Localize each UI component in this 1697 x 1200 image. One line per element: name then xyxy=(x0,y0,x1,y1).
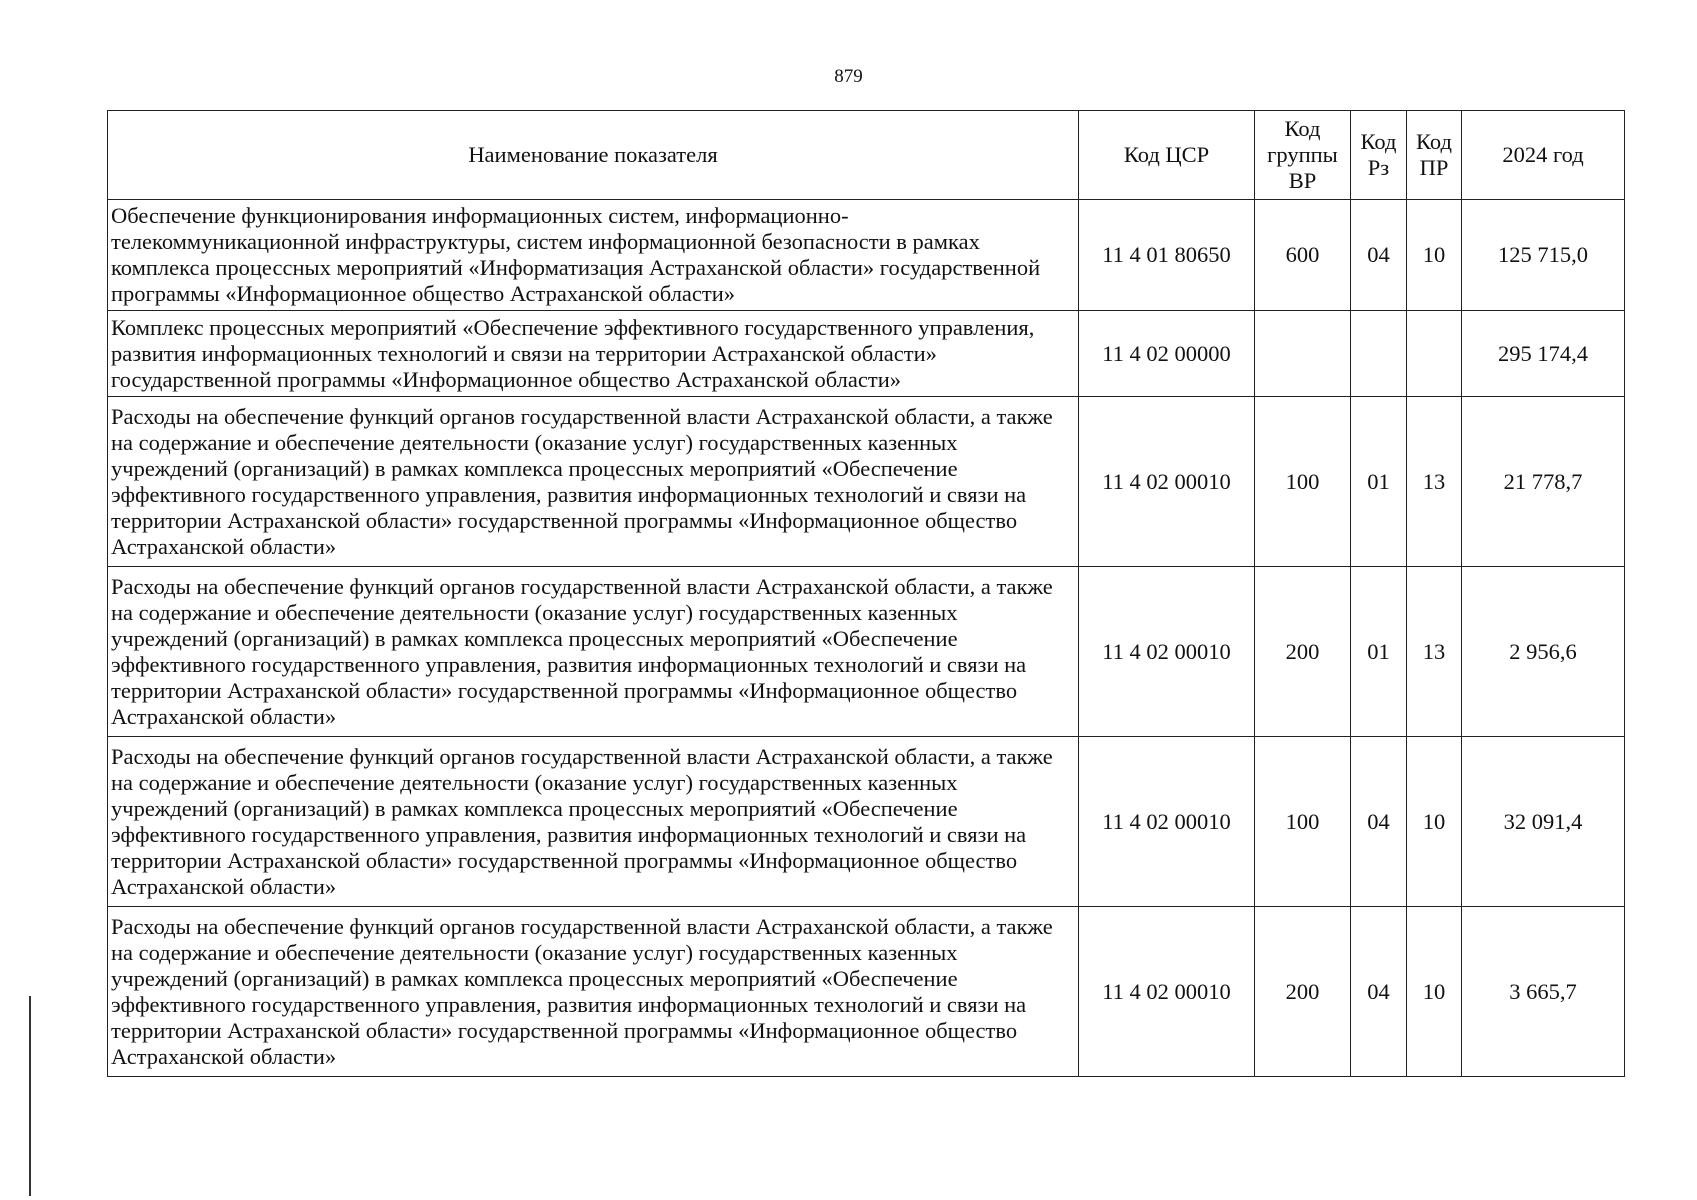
scan-edge-line xyxy=(29,996,31,1196)
header-pr-code: Код ПР xyxy=(1407,111,1462,200)
table-row xyxy=(108,907,1625,1077)
header-name: Наименование показателя xyxy=(108,111,1079,200)
row-vr-code xyxy=(1255,311,1351,397)
row-pr-code: 10 xyxy=(1407,200,1462,311)
table-row xyxy=(108,397,1625,567)
row-rz-code xyxy=(1351,311,1407,397)
header-vr-group-code: Код группы ВР xyxy=(1255,111,1351,200)
table-row xyxy=(108,737,1625,907)
header-csr-code: Код ЦСР xyxy=(1079,111,1255,200)
row-csr-code: 11 4 02 00000 xyxy=(1079,311,1255,397)
row-rz-code: 01 xyxy=(1351,397,1407,567)
row-pr-code: 13 xyxy=(1407,567,1462,737)
row-rz-code: 04 xyxy=(1351,907,1407,1077)
row-csr-code: 11 4 02 00010 xyxy=(1079,907,1255,1077)
table-header-row xyxy=(108,111,1625,200)
table-row xyxy=(108,567,1625,737)
row-name: Комплекс процессных мероприятий «Обеспечение эффективного государственного управления, развития информационных технологий и связи на территории Астраханской области» государственной программы «Информационное общество Астраханской области» xyxy=(108,311,1079,397)
row-rz-code: 04 xyxy=(1351,737,1407,907)
row-amount: 21 778,7 xyxy=(1462,397,1625,567)
row-vr-code: 200 xyxy=(1255,567,1351,737)
row-rz-code: 04 xyxy=(1351,200,1407,311)
row-pr-code xyxy=(1407,311,1462,397)
row-csr-code: 11 4 01 80650 xyxy=(1079,200,1255,311)
row-vr-code: 100 xyxy=(1255,737,1351,907)
row-rz-code: 01 xyxy=(1351,567,1407,737)
row-name: Расходы на обеспечение функций органов государственной власти Астраханской области, а также на содержание и обеспечение деятельности (оказание услуг) государственных казенных учреждений (организаций) в рамках комплекса процессных мероприятий «Обеспечение эффективного государственного управления, развития информационных технологий и связи на территории Астраханской области» государственной программы «Информационное общество Астраханской области» xyxy=(108,907,1079,1077)
row-name: Расходы на обеспечение функций органов государственной власти Астраханской области, а также на содержание и обеспечение деятельности (оказание услуг) государственных казенных учреждений (организаций) в рамках комплекса процессных мероприятий «Обеспечение эффективного государственного управления, развития информационных технологий и связи на территории Астраханской области» государственной программы «Информационное общество Астраханской области» xyxy=(108,737,1079,907)
row-pr-code: 13 xyxy=(1407,397,1462,567)
header-rz-code: Код Рз xyxy=(1351,111,1407,200)
row-name: Расходы на обеспечение функций органов государственной власти Астраханской области, а также на содержание и обеспечение деятельности (оказание услуг) государственных казенных учреждений (организаций) в рамках комплекса процессных мероприятий «Обеспечение эффективного государственного управления, развития информационных технологий и связи на территории Астраханской области» государственной программы «Информационное общество Астраханской области» xyxy=(108,567,1079,737)
row-name: Обеспечение функционирования информационных систем, информационно-телекоммуникационной инфраструктуры, систем информационной безопасности в рамках комплекса процессных мероприятий «Информатизация Астраханской области» государственной программы «Информационное общество Астраханской области» xyxy=(108,200,1079,311)
row-pr-code: 10 xyxy=(1407,737,1462,907)
row-csr-code: 11 4 02 00010 xyxy=(1079,567,1255,737)
row-pr-code: 10 xyxy=(1407,907,1462,1077)
row-vr-code: 200 xyxy=(1255,907,1351,1077)
row-vr-code: 600 xyxy=(1255,200,1351,311)
row-amount: 125 715,0 xyxy=(1462,200,1625,311)
row-amount: 295 174,4 xyxy=(1462,311,1625,397)
table-row xyxy=(108,311,1625,397)
row-vr-code: 100 xyxy=(1255,397,1351,567)
table-row xyxy=(108,200,1625,311)
row-csr-code: 11 4 02 00010 xyxy=(1079,737,1255,907)
budget-table xyxy=(107,110,1625,1077)
row-amount: 3 665,7 xyxy=(1462,907,1625,1077)
row-amount: 2 956,6 xyxy=(1462,567,1625,737)
row-amount: 32 091,4 xyxy=(1462,737,1625,907)
row-csr-code: 11 4 02 00010 xyxy=(1079,397,1255,567)
page-number: 879 xyxy=(834,66,863,87)
row-name: Расходы на обеспечение функций органов государственной власти Астраханской области, а также на содержание и обеспечение деятельности (оказание услуг) государственных казенных учреждений (организаций) в рамках комплекса процессных мероприятий «Обеспечение эффективного государственного управления, развития информационных технологий и связи на территории Астраханской области» государственной программы «Информационное общество Астраханской области» xyxy=(108,397,1079,567)
header-year-2024: 2024 год xyxy=(1462,111,1625,200)
